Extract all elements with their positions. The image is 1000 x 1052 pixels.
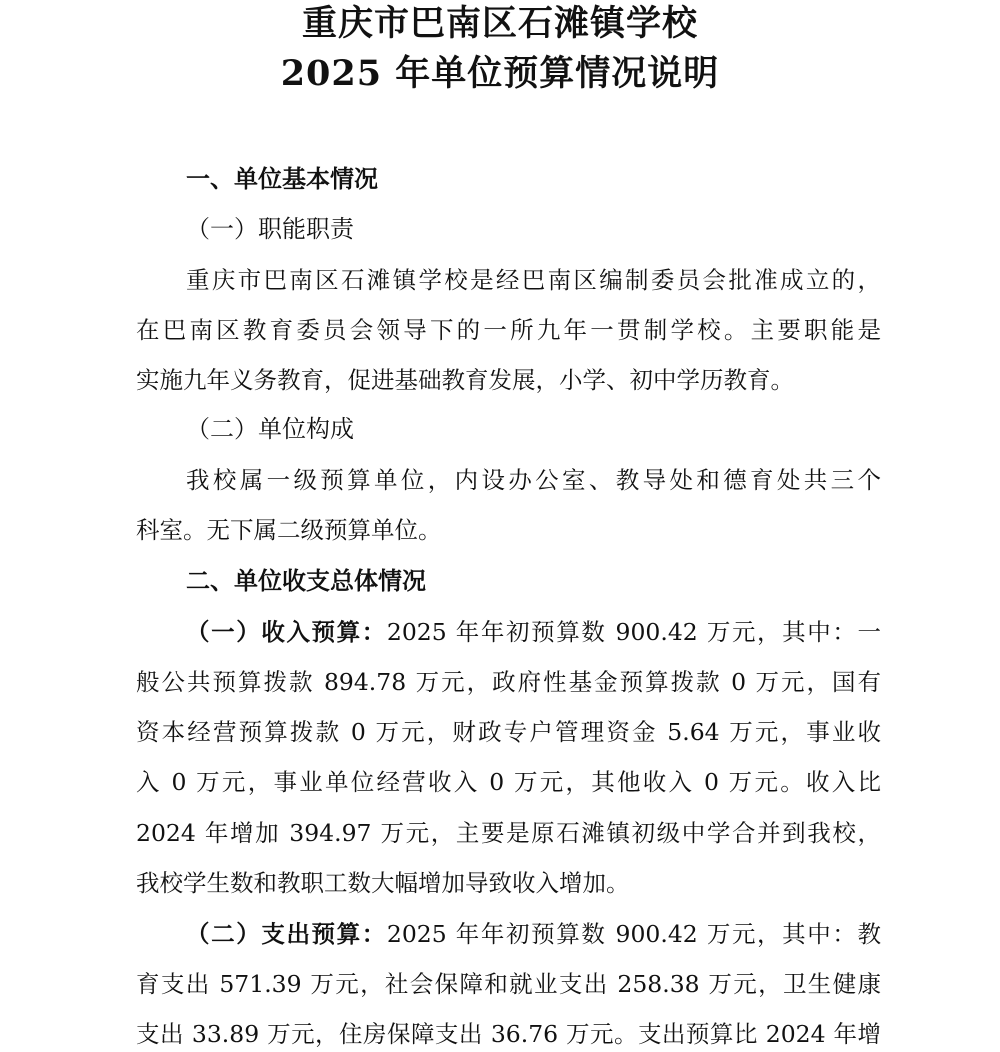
expense-text: 2025 年年初预算数 900.42 万元，其中：教	[386, 920, 881, 948]
paragraph-line: 我校学生数和教职工数大幅增加导致收入增加。	[136, 869, 630, 897]
income-text: 2025 年年初预算数 900.42 万元，其中：一	[386, 618, 881, 646]
document-title-line2: 2025 年单位预算情况说明	[280, 53, 720, 94]
paragraph-line: 资本经营预算拨款 0 万元，财政专户管理资金 5.64 万元，事业收	[136, 718, 881, 746]
paragraph-line: 重庆市巴南区石滩镇学校是经巴南区编制委员会批准成立的，	[186, 266, 881, 294]
paragraph-line: 我校属一级预算单位，内设办公室、教导处和德育处共三个	[186, 466, 881, 494]
document-title-line1: 重庆市巴南区石滩镇学校	[301, 3, 698, 44]
income-line	[186, 615, 881, 649]
section1-sub1-heading: （一）职能职责	[186, 215, 354, 243]
paragraph-line: 实施九年义务教育，促进基础教育发展，小学、初中学历教育。	[136, 366, 794, 394]
income-label: （一）收入预算：	[186, 618, 387, 646]
expense-label: （二）支出预算：	[186, 920, 387, 948]
expense-line	[186, 917, 881, 951]
paragraph-line: 育支出 571.39 万元，社会保障和就业支出 258.38 万元，卫生健康	[136, 970, 881, 998]
paragraph-line: 科室。无下属二级预算单位。	[136, 516, 442, 544]
paragraph-line: 入 0 万元，事业单位经营收入 0 万元，其他收入 0 万元。收入比	[136, 768, 881, 796]
section1-sub2-heading: （二）单位构成	[186, 415, 354, 443]
paragraph-line: 般公共预算拨款 894.78 万元，政府性基金预算拨款 0 万元，国有	[136, 668, 881, 696]
paragraph-line: 在巴南区教育委员会领导下的一所九年一贯制学校。主要职能是	[136, 316, 881, 344]
section1-heading: 一、单位基本情况	[186, 165, 378, 193]
paragraph-line: 支出 33.89 万元，住房保障支出 36.76 万元。支出预算比 2024 年增	[136, 1020, 881, 1048]
section2-heading: 二、单位收支总体情况	[186, 567, 426, 595]
paragraph-line: 2024 年增加 394.97 万元，主要是原石滩镇初级中学合并到我校，	[136, 819, 881, 847]
